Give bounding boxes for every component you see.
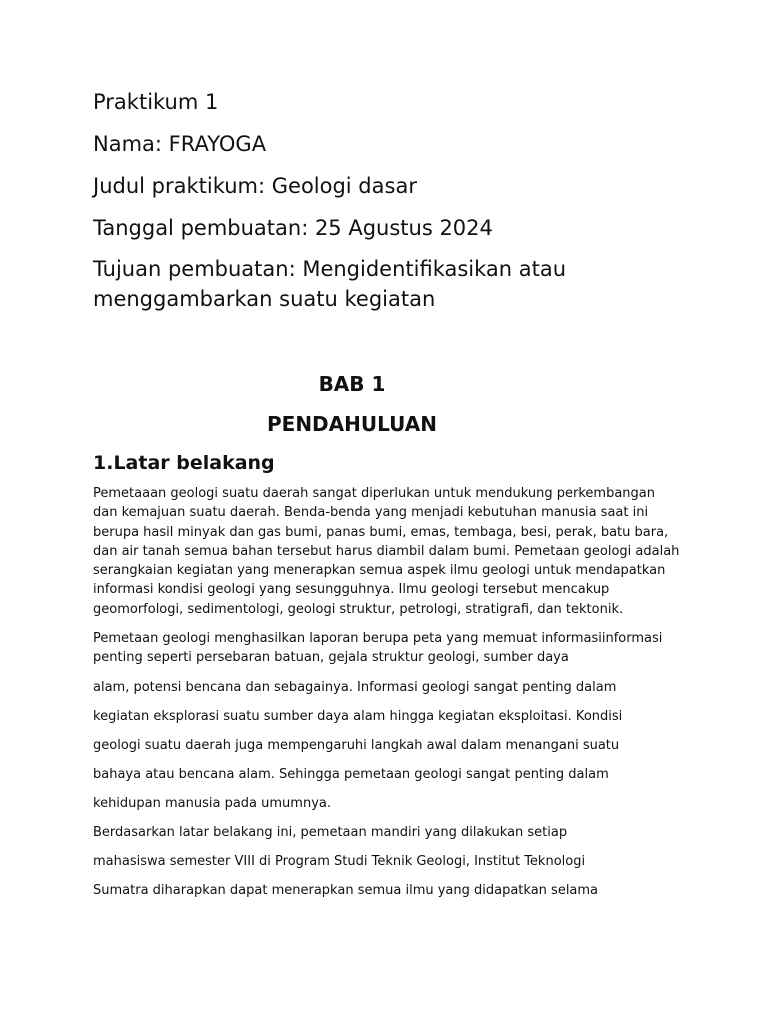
section-title: 1.Latar belakang — [93, 452, 275, 474]
text-line: kehidupan manusia pada umumnya. — [93, 795, 331, 811]
chapter-title: PENDAHULUAN — [267, 412, 437, 436]
text-line: kegiatan eksplorasi suatu sumber daya alam hingga kegiatan eksploitasi. Kondisi — [93, 708, 623, 724]
chapter-number: BAB 1 — [318, 372, 386, 396]
judul-line: Judul praktikum: Geologi dasar — [93, 174, 417, 198]
text-line: Berdasarkan latar belakang ini, pemetaan mandiri yang dilakukan setiap — [93, 824, 568, 840]
text-line: Sumatra diharapkan dapat menerapkan semua ilmu yang didapatkan selama — [93, 882, 599, 898]
tujuan-line: Tujuan pembuatan: Mengidentifikasikan atau menggambarkan suatu kegiatan — [93, 257, 567, 311]
document-content — [93, 86, 683, 910]
text-line: bahaya atau bencana alam. Sehingga pemetaan geologi sangat penting dalam — [93, 766, 609, 782]
text-line: mahasiswa semester VIII di Program Studi Teknik Geologi, Institut Teknologi — [93, 853, 586, 869]
text-line: geologi suatu daerah juga mempengaruhi langkah awal dalam menangani suatu — [93, 737, 620, 753]
paragraph-latar-2: Pemetaan geologi menghasilkan laporan berupa peta yang memuat informasiinformasi penting seperti persebaran batuan, gejala struktur geologi, sumber daya — [93, 631, 663, 666]
paragraph-latar-1: Pemetaaan geologi suatu daerah sangat diperlukan untuk mendukung perkembangan dan kemajuan suatu daerah. Benda-benda yang menjadi kebutuhan manusia saat ini berupa hasil minyak dan gas bumi, panas bumi, emas, tembaga, besi, perak, batu bara, dan air tanah semua bahan tersebut harus diambil dalam bumi. Pemetaan geologi adalah serangkaian kegiatan yang menerapkan semua aspek ilmu geologi untuk mendapatkan informasi kondisi geologi yang sesungguhnya. Ilmu geologi tersebut mencakup geomorfologi, sedimentologi, geologi struktur, petrologi, stratigrafi, dan tektonik. — [93, 486, 680, 617]
text-line: alam, potensi bencana dan sebagainya. Informasi geologi sangat penting dalam — [93, 679, 617, 695]
name-line: Nama: FRAYOGA — [93, 132, 267, 156]
tanggal-line: Tanggal pembuatan: 25 Agustus 2024 — [93, 216, 493, 240]
praktikum-title: Praktikum 1 — [93, 90, 219, 114]
